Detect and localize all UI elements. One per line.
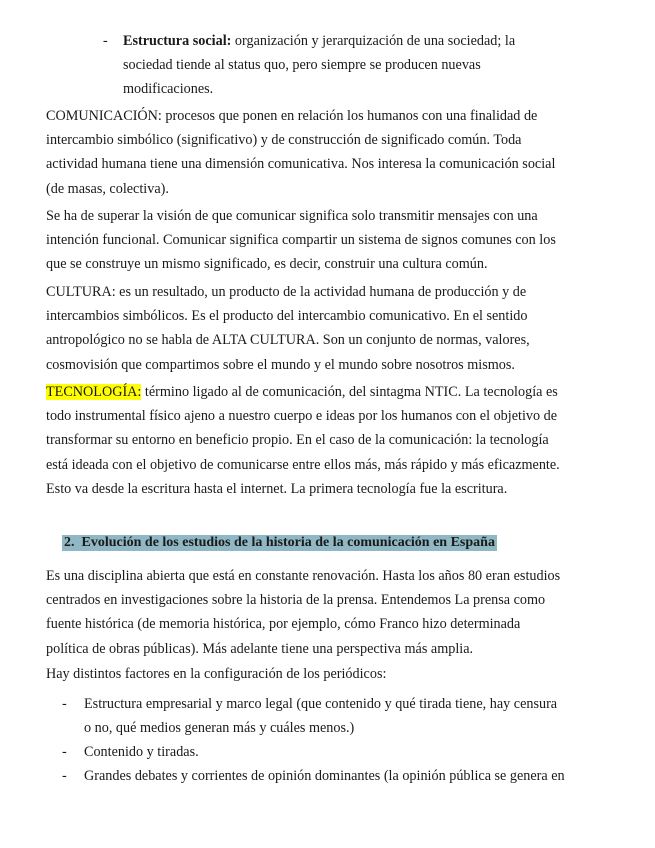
paragraph-disciplina [46, 564, 602, 661]
paragraph-line: antropológico no se habla de ALTA CULTURA. Son un conjunto de normas, valores, [46, 332, 530, 349]
section-heading-highlight [62, 535, 497, 551]
list-item-line: o no, qué medios generan más y cuáles menos.) [84, 720, 355, 737]
paragraph-line: cosmovisión que compartimos sobre el mundo y el mundo sobre nosotros mismos. [46, 356, 515, 373]
list-item-line: Estructura empresarial y marco legal (que contenido y qué tirada tiene, hay censura [84, 696, 558, 712]
list-item-line: Contenido y tiradas. [84, 744, 199, 760]
paragraph-factores [46, 662, 602, 686]
paragraph-line: intercambio simbólico (significativo) y de construcción de significado común. Toda [46, 132, 522, 149]
paragraph-line: que se construye un mismo significado, es decir, construir una cultura común. [46, 256, 488, 273]
list-dash: - [62, 768, 67, 784]
section-title: Evolución de los estudios de la historia de la comunicación en España [81, 535, 495, 550]
section-number: 2. [64, 535, 75, 550]
paragraph-line: intercambios simbólicos. Es el producto del intercambio comunicativo. En el sentido [46, 308, 528, 325]
list-dash: - [62, 744, 67, 760]
paragraph-line-first-rest: término ligado al de comunicación, del sintagma NTIC. La tecnología es [141, 384, 558, 400]
list-dash: - [62, 696, 67, 712]
bullet-line-1 [123, 29, 573, 53]
section-heading [62, 532, 497, 554]
list-item-content [84, 764, 604, 788]
paragraph-line: Se ha de superar la visión de que comunicar significa solo transmitir mensajes con una [46, 208, 538, 224]
bullet-term: Estructura social: [123, 33, 232, 49]
paragraph-line: COMUNICACIÓN: procesos que ponen en relación los humanos con una finalidad de [46, 108, 538, 124]
paragraph-line: está ideada con el objetivo de comunicarse entre ellos más, más rápido y más eficazmente. [46, 456, 560, 473]
paragraph-line: actividad humana tiene una dimensión comunicativa. Nos interesa la comunicación social [46, 156, 556, 173]
bullet-content [123, 29, 573, 102]
paragraph-line: política de obras públicas). Más adelante tiene una perspectiva más amplia. [46, 640, 474, 657]
paragraph-cultura [46, 280, 602, 377]
list-item-line: Grandes debates y corrientes de opinión dominantes (la opinión pública se genera en [84, 768, 565, 784]
paragraph-line: CULTURA: es un resultado, un producto de la actividad humana de producción y de [46, 284, 527, 300]
paragraph-line: Esto va desde la escritura hasta el internet. La primera tecnología fue la escritura. [46, 480, 508, 497]
paragraph-line: (de masas, colectiva). [46, 180, 169, 197]
paragraph-line: transformar su entorno en beneficio propio. En el caso de la comunicación: la tecnología [46, 432, 549, 449]
bullet-line-3: modificaciones. [123, 81, 214, 98]
list-item-content [84, 692, 604, 740]
bullet-line-1-rest: organización y jerarquización de una sociedad; la [231, 33, 516, 49]
paragraph-line: fuente histórica (de memoria histórica, por ejemplo, cómo Franco hizo determinada [46, 616, 521, 633]
paragraph-line: Es una disciplina abierta que está en constante renovación. Hasta los años 80 eran estudios [46, 568, 561, 584]
bullet-dash: - [103, 33, 108, 49]
highlighted-term: TECNOLOGÍA: [46, 384, 142, 400]
paragraph-line: todo instrumental físico ajeno a nuestro cuerpo e ideas por los humanos con el objetivo de [46, 408, 558, 425]
paragraph-line-first [46, 380, 602, 404]
paragraph-tecnologia [46, 380, 602, 501]
paragraph-line: intención funcional. Comunicar significa compartir un sistema de signos comunes con los [46, 232, 556, 249]
paragraph-line: Hay distintos factores en la configuración de los periódicos: [46, 666, 387, 682]
list-item-content [84, 740, 604, 764]
paragraph-comunicacion [46, 104, 602, 201]
paragraph-line: centrados en investigaciones sobre la historia de la prensa. Entendemos La prensa como [46, 592, 546, 609]
bullet-line-2: sociedad tiende al status quo, pero siempre se producen nuevas [123, 57, 481, 74]
paragraph-superar [46, 204, 602, 277]
